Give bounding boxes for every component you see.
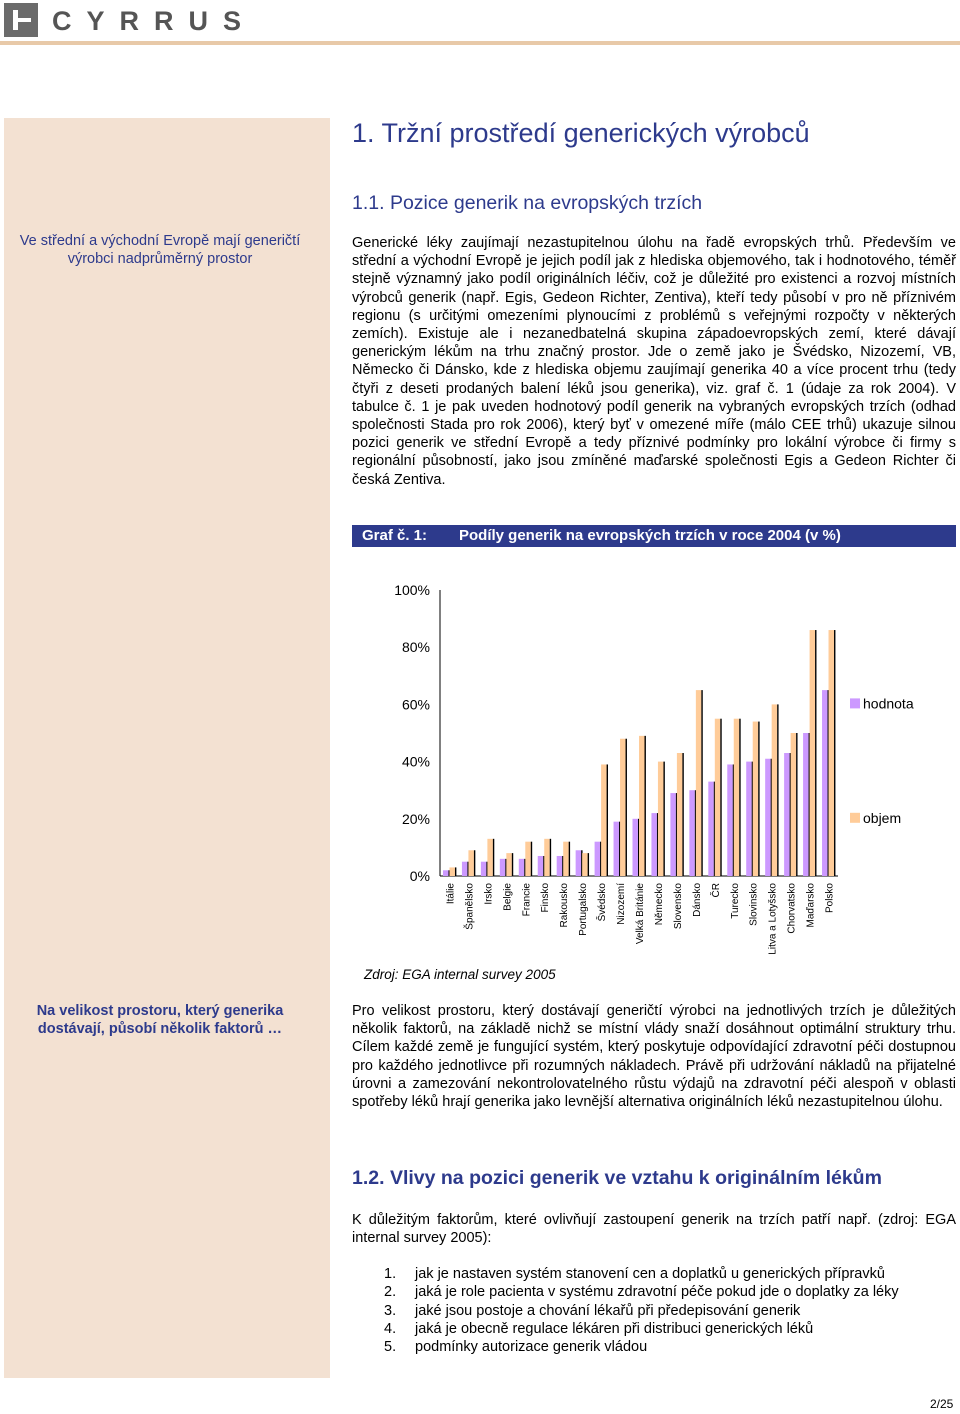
page-number: 2/25	[930, 1397, 954, 1411]
bar-objem	[753, 722, 759, 876]
x-tick-label: Slovensko	[672, 883, 684, 930]
header-divider	[0, 41, 960, 45]
bar-shadow	[777, 704, 778, 876]
list-item	[384, 1302, 899, 1320]
bar-objem	[487, 839, 493, 876]
bar-objem	[449, 867, 455, 876]
bar-shadow	[663, 762, 664, 876]
x-tick-label: Dánsko	[691, 883, 703, 917]
x-tick-label: Nizozemí	[616, 883, 628, 925]
sidebar-note-factors: Na velikost prostoru, který generika dostávají, působí několik faktorů …	[36, 1003, 284, 1037]
bar-shadow	[569, 842, 570, 876]
bar-hodnota	[462, 862, 468, 876]
bar-objem	[563, 842, 569, 876]
x-tick-label: Rakousko	[559, 883, 571, 928]
bar-shadow	[493, 839, 494, 876]
bar-hodnota	[765, 759, 771, 876]
list-item	[384, 1338, 899, 1356]
list-item-number: 1.	[384, 1266, 397, 1282]
bar-objem	[544, 839, 550, 876]
paragraph-factors-intro: K důležitým faktorům, které ovlivňují zastoupení generik na trzích patří např. (zdroj: EGA internal survey 2005):	[352, 1212, 956, 1247]
bar-objem	[525, 842, 531, 876]
bar-objem	[468, 850, 474, 876]
paragraph-market-factors: Pro velikost prostoru, který dostávají generičtí výrobci na jednotlivých trzích je důležitých několik faktorů, na základě nichž se místní vlády snaží dosáhnout optimální struktury trhu. Cílem každé země je fungující systém, který poskytuje odpovídající zdravotní péči dostupnou pro každého jednotlivce při rozumných nákladech. Právě při udržování nákladů na přijatelné úrovni a zamezování nekontrolovatelného růstu výdajů na zdravotní péči alespoň v oblasti spotřeby léků hrají generika jako levnější alternativa originálních léků nezastupitelnou úlohu.	[352, 1003, 956, 1111]
list-item-number: 3.	[384, 1302, 397, 1319]
bar-hodnota	[803, 733, 809, 876]
y-tick-label: 40%	[401, 753, 430, 770]
bar-hodnota	[614, 822, 620, 876]
x-tick-label: Francie	[521, 883, 533, 917]
x-tick-label: Švédsko	[597, 883, 609, 922]
x-tick-label: Turecko	[729, 883, 741, 919]
section-heading-1-2: 1.2. Vlivy na pozici generik ve vztahu k originálním lékům	[352, 1167, 882, 1189]
list-item-text: jaké jsou postoje a chování lékařů při předepisování generik	[415, 1302, 801, 1319]
x-tick-label: Portugalsko	[578, 883, 590, 936]
chart-banner	[352, 525, 956, 547]
bar-hodnota	[481, 862, 487, 876]
list-item	[384, 1283, 899, 1301]
bar-shadow	[834, 630, 835, 876]
list-item-text: podmínky autorizace generik vládou	[415, 1339, 648, 1356]
list-item-number: 5.	[384, 1339, 397, 1356]
bar-objem	[734, 719, 740, 876]
x-tick-label: Španělsko	[464, 883, 476, 930]
bar-hodnota	[538, 856, 544, 876]
bar-hodnota	[651, 813, 657, 876]
bar-hodnota	[595, 842, 601, 876]
x-tick-label: Chorvatsko	[786, 883, 798, 934]
legend-swatch-objem	[850, 813, 860, 823]
bar-hodnota	[576, 850, 582, 876]
x-tick-label: Polsko	[824, 883, 836, 914]
bar-objem	[506, 853, 512, 876]
cyrrus-logo-icon	[4, 3, 38, 37]
x-tick-label: Velká Británie	[635, 883, 646, 945]
list-item-number: 4.	[384, 1320, 397, 1337]
bar-objem	[810, 630, 816, 876]
list-item-text: jaká je role pacienta v systému zdravotní péče pokud jde o doplatky za léky	[415, 1284, 899, 1301]
chart-source: Zdroj: EGA internal survey 2005	[364, 967, 556, 982]
bar-shadow	[626, 739, 627, 876]
bar-shadow	[607, 764, 608, 876]
bar-objem	[696, 690, 702, 876]
section-heading-1-1: 1.1. Pozice generik na evropských trzích	[352, 192, 703, 214]
y-tick-label: 60%	[401, 696, 430, 713]
paragraph-generic-position: Generické léky zaujímají nezastupitelnou úlohu na řadě evropských trhů. Především ve střední a východní Evropě je jejich podíl jak z hlediska objemového, tak i hodnotového, téměř stejně významný jako podíl originálních léčiv, což je důležité pro existenci a rozvoj místních výrobců generik (např. Egis, Gedeon Richter, Zentiva), kteří tedy působí v pro ně příznivém regionu (s určitými omezeními plynoucími z problémů s veřejnými rozpočty v některých zemích). Existuje ale i nezanedbatelná skupina západoevropských zemí, které dávají generickým lékům na trhu značný prostor. Jde o země jako je Švédsko, Nizozemí, VB, Německo či Dánsko, kde z hlediska objemu zaujímají generika 40 a více procent trhu (tedy čtyři z deseti prodaných balení léků jsou generika), viz. graf č. 1 (údaje za rok 2004). V tabulce č. 1 je pak uveden hodnotový podíl generik na vybraných evropských trzích (odhad společnosti Stada pro rok 2006), který byť v omezené míře (málo CEE trhů) ukazuje silnou pozici generik ve střední Evropě a tedy příznivé podmínky pro lokální výrobce či firmy s regionální působností, jako jsou zmíněné maďarské společnosti Egis a Gedeon Richter či česká Zentiva.	[352, 235, 956, 488]
x-tick-label: Německo	[653, 883, 665, 926]
y-tick-label: 20%	[401, 810, 430, 827]
bar-objem	[829, 630, 835, 876]
factors-list	[384, 1265, 899, 1356]
bar-hodnota	[670, 793, 676, 876]
sidebar-note-market-space: Ve střední a východní Evropě mají generičtí výrobci nadprůměrný prostor	[19, 233, 301, 267]
list-item-text: jaká je obecně regulace lékáren při distribuci generických léků	[415, 1320, 814, 1337]
x-tick-label: Finsko	[540, 883, 552, 913]
bar-hodnota	[746, 762, 752, 876]
bar-shadow	[682, 753, 683, 876]
bar-objem	[582, 853, 588, 876]
bar-hodnota	[784, 753, 790, 876]
logo-text: CYRRUS	[52, 6, 257, 36]
list-item	[384, 1320, 899, 1338]
bar-hodnota	[727, 764, 733, 876]
bar-objem	[658, 762, 664, 876]
bar-shadow	[815, 630, 816, 876]
bar-hodnota	[500, 859, 506, 876]
y-tick-label: 80%	[401, 639, 430, 656]
list-item-number: 2.	[384, 1284, 397, 1301]
bar-shadow	[512, 853, 513, 876]
bar-shadow	[701, 690, 702, 876]
x-tick-label: Irsko	[483, 883, 495, 905]
y-tick-label: 0%	[409, 868, 430, 884]
x-tick-label: Slovinsko	[748, 883, 760, 926]
bar-shadow	[758, 722, 759, 876]
bar-hodnota	[689, 790, 695, 876]
bar-objem	[677, 753, 683, 876]
chart-title: Podíly generik na evropských trzích v roce 2004 (v %)	[459, 527, 841, 544]
bar-hodnota	[822, 690, 828, 876]
bar-hodnota	[708, 782, 714, 876]
bar-shadow	[796, 733, 797, 876]
y-tick-label: 100%	[394, 582, 430, 598]
sidebar	[4, 118, 330, 1378]
x-tick-label: Litva a Lotyšsko	[767, 883, 779, 955]
bar-shadow	[474, 850, 475, 876]
bar-objem	[772, 704, 778, 876]
chapter-heading: 1. Tržní prostředí generických výrobců	[352, 118, 810, 148]
x-tick-label: Belgie	[502, 883, 514, 911]
generic-share-bar-chart	[340, 560, 960, 960]
x-tick-label: Maďarsko	[805, 883, 817, 928]
bar-shadow	[531, 842, 532, 876]
bar-hodnota	[519, 859, 525, 876]
x-tick-label: ČR	[710, 883, 722, 898]
x-tick-label: Itálie	[445, 883, 457, 905]
list-item-text: jak je nastaven systém stanovení cen a doplatků u generických přípravků	[415, 1266, 885, 1282]
bar-shadow	[588, 853, 589, 876]
bar-shadow	[720, 719, 721, 876]
bar-shadow	[645, 736, 646, 876]
list-item	[384, 1265, 899, 1283]
chart-number-label: Graf č. 1:	[362, 527, 428, 544]
legend-label-hodnota: hodnota	[863, 695, 914, 712]
bar-objem	[601, 764, 607, 876]
bar-objem	[620, 739, 626, 876]
legend-label-objem: objem	[863, 809, 902, 826]
bar-objem	[715, 719, 721, 876]
bar-hodnota	[557, 856, 563, 876]
bar-hodnota	[633, 819, 639, 876]
bar-objem	[791, 733, 797, 876]
bar-shadow	[739, 719, 740, 876]
bar-shadow	[455, 867, 456, 876]
bar-objem	[639, 736, 645, 876]
legend-swatch-hodnota	[850, 698, 860, 708]
bar-shadow	[550, 839, 551, 876]
bar-hodnota	[443, 870, 449, 876]
